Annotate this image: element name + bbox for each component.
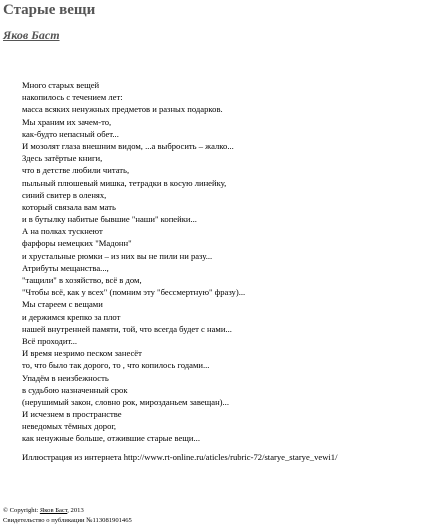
footer	[3, 506, 132, 526]
poem-line: И исчезнем в пространстве	[22, 409, 122, 420]
poem-line: что в детстве любили читать,	[22, 165, 130, 176]
poem-line: синий свитер в оленях,	[22, 189, 107, 200]
poem-title: Старые вещи	[3, 2, 96, 18]
copyright-prefix: © Copyright:	[3, 507, 40, 514]
poem-line: как ненужные больше, отжившие старые вещи...	[22, 433, 200, 444]
poem-line: и в бутылку набитые бывшие "наши" копейки...	[22, 214, 197, 225]
poem-line: фарфоры немецких "Мадонн"	[22, 238, 132, 249]
poem-line: и хрустальные рюмки – из них вы не пили ни разу...	[22, 250, 213, 261]
author-link[interactable]: Яков Баст	[3, 28, 60, 42]
poem-line: и держимся крепко за плот	[22, 311, 121, 322]
poem-line: в судьбою назначенный срок	[22, 384, 128, 395]
poem-line: Атрибуты мещанства...,	[22, 262, 109, 273]
poem-line: И мозолят глаза внешним видом, ...а выбросить – жалко...	[22, 140, 234, 151]
copyright-year: , 2013	[67, 507, 84, 514]
poem-line: накопилось с течением лет:	[22, 92, 123, 103]
poem-line: И время незримо песком занесёт	[22, 348, 142, 359]
poem-line: нашей внутренней памяти, той, что всегда будет с нами...	[22, 323, 232, 334]
poem-line: А на полках тускнеют	[22, 226, 103, 237]
poem-line: Упадём в неизбежность	[22, 372, 109, 383]
poem-line: Много старых вещей	[22, 80, 100, 90]
poem-line: масса всяких ненужных предметов и разных подарков.	[22, 104, 223, 115]
certificate-line: Свидетельство о публикации №113081901465	[3, 517, 132, 524]
poem-line: неведомых тёмных дорог,	[22, 421, 117, 432]
copyright-author-link[interactable]: Яков Баст	[39, 507, 68, 514]
poem-line: то, что было так дорого, то , что копилось годами...	[22, 360, 210, 371]
poem-line: "Чтобы всё, как у всех" (помним эту "бессмертную" фразу)...	[22, 287, 246, 298]
poem-line: который связала вам мать	[22, 201, 116, 212]
illustration-credit: Иллюстрация из интернета http://www.rt-online.ru/aticles/rubric-72/starye_starye_vewi1/	[22, 452, 338, 462]
poem-body	[22, 79, 245, 445]
poem-line: пыльный плюшевый мишка, тетрадки в косую линейку,	[22, 177, 227, 188]
poem-line: (нерушимый закон, словно рок, мирозданьем завещан)...	[22, 396, 229, 407]
poem-line: Мы стареем с вещами	[22, 299, 103, 310]
poem-line: Здесь затёртые книги,	[22, 153, 103, 164]
poem-line: "тащили" в хозяйство, всё в дом,	[22, 275, 142, 285]
copyright-line	[3, 506, 132, 516]
poem-line: как-будто непасный обет...	[22, 128, 119, 139]
poem-line: Всё проходит...	[22, 335, 78, 346]
poem-line: Мы храним их зачем-то,	[22, 116, 112, 127]
